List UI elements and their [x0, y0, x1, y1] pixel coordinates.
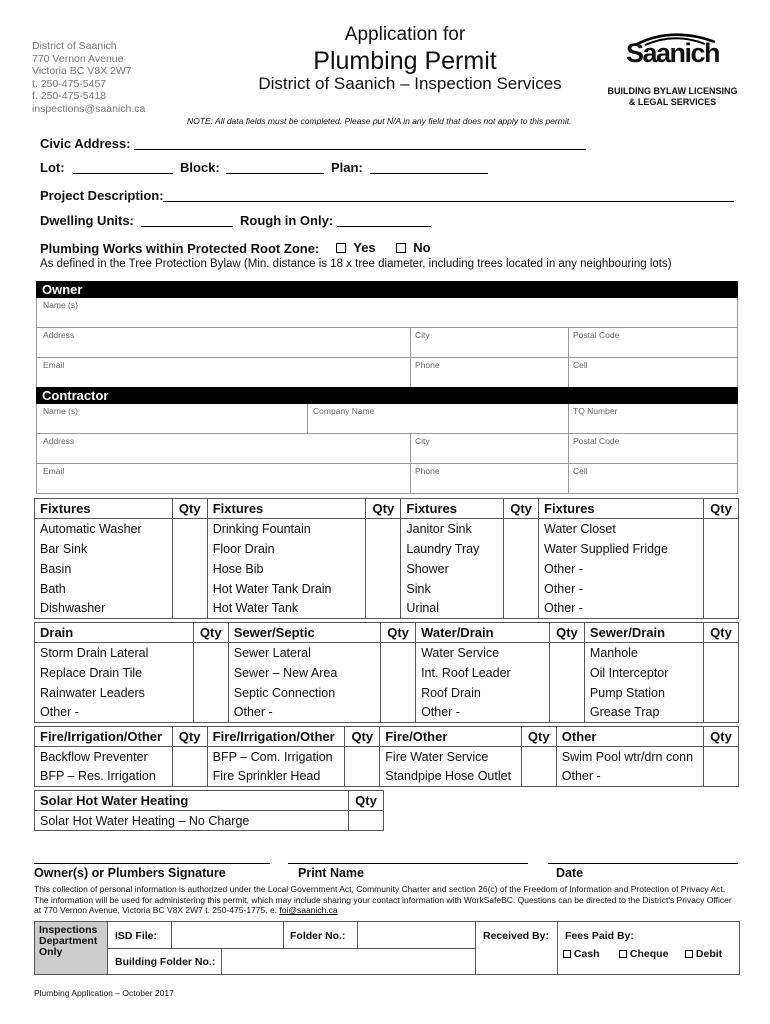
- logo-sub1: BUILDING BYLAW LICENSING: [607, 86, 738, 96]
- qty-input[interactable]: [704, 767, 739, 787]
- item-label: Hot Water Tank Drain: [207, 579, 366, 599]
- qty-input[interactable]: [504, 539, 539, 559]
- drain-header: Drain: [35, 623, 194, 643]
- drain-header: Sewer/Septic: [228, 623, 380, 643]
- owner-city-caption: City: [415, 330, 430, 340]
- solar-header: Solar Hot Water Heating: [35, 791, 349, 811]
- fee-cheque[interactable]: [619, 948, 668, 960]
- page-title: Plumbing Permit: [313, 47, 497, 75]
- item-label: Bath: [35, 579, 173, 599]
- item-label: Other -: [35, 703, 194, 723]
- title-line1: Application for: [344, 24, 466, 45]
- qty-input[interactable]: [549, 683, 584, 703]
- drain-header: Sewer/Drain: [584, 623, 703, 643]
- building-folder-label: Building Folder No.:: [115, 956, 216, 968]
- contractor-name-row: [36, 404, 738, 434]
- item-label: Fire Sprinkler Head: [207, 767, 345, 787]
- received-label: Received By:: [483, 930, 549, 942]
- item-label: Swim Pool wtr/drn conn: [556, 747, 703, 767]
- org-name: District of Saanich: [32, 40, 117, 52]
- contractor-company-caption: Company Name: [313, 406, 375, 416]
- plan-label: Plan:: [331, 160, 363, 175]
- no-label: No: [413, 240, 431, 255]
- qty-input[interactable]: [172, 767, 207, 787]
- table-row: [35, 519, 739, 539]
- org-email: inspections@saanich.ca: [32, 102, 146, 115]
- qty-input[interactable]: [366, 579, 401, 599]
- owner-section: [36, 281, 738, 388]
- table-row: [35, 579, 739, 599]
- qty-input[interactable]: [366, 519, 401, 539]
- item-label: Other -: [416, 703, 550, 723]
- building-folder-input[interactable]: [221, 948, 475, 974]
- org-phone: t. 250-475-5457: [32, 77, 107, 90]
- table-row: [35, 663, 739, 683]
- plan-input[interactable]: [370, 160, 488, 174]
- qty-input[interactable]: [504, 579, 539, 599]
- isd-file-input[interactable]: [171, 922, 283, 948]
- contractor-header: Contractor: [36, 387, 738, 404]
- root-zone-no[interactable]: [396, 240, 431, 255]
- checkbox-cash[interactable]: [563, 950, 571, 958]
- contractor-name-caption: Name (s): [43, 406, 78, 416]
- table-row: [35, 643, 739, 663]
- solar-qty-input[interactable]: [349, 811, 384, 831]
- qty-input[interactable]: [345, 767, 380, 787]
- qty-input[interactable]: [366, 599, 401, 619]
- fixtures-header: Fixtures: [207, 499, 366, 519]
- item-label: Hose Bib: [207, 559, 366, 579]
- qty-input[interactable]: [549, 643, 584, 663]
- org-city: Victoria BC V8X 2W7: [32, 65, 132, 78]
- fixtures-header: Fixtures: [539, 499, 704, 519]
- table-row: [35, 539, 739, 559]
- folder-no-input[interactable]: [357, 922, 475, 948]
- title-subtitle: District of Saanich – Inspection Services: [258, 74, 562, 93]
- qty-header: Qty: [704, 727, 739, 747]
- item-label: BFP – Com. Irrigation: [207, 747, 345, 767]
- item-label: Roof Drain: [416, 683, 550, 703]
- fixtures-header: Fixtures: [35, 499, 173, 519]
- table-row: [35, 559, 739, 579]
- fire-header: Fire/Other: [380, 727, 521, 747]
- fees-label: Fees Paid By:: [565, 930, 634, 942]
- contractor-city-caption: City: [415, 436, 430, 446]
- fixtures-table: [34, 498, 739, 619]
- org-address-block: [32, 40, 145, 116]
- dept-line2: Department: [39, 935, 98, 947]
- owner-signature-line[interactable]: Owner(s) or Plumbers Signature: [34, 863, 270, 880]
- org-fax: f. 250-475-5418: [32, 90, 107, 103]
- qty-input[interactable]: [172, 519, 207, 539]
- item-label: Basin: [35, 559, 173, 579]
- lot-label: Lot:: [40, 160, 65, 175]
- qty-input[interactable]: [172, 747, 207, 767]
- org-street: 770 Vernon Avenue: [32, 52, 124, 65]
- fire-header: Fire/Irrigation/Other: [35, 727, 173, 747]
- owner-header: Owner: [36, 281, 738, 298]
- item-label: Sewer – New Area: [228, 663, 380, 683]
- dept-line3: Only: [39, 946, 63, 958]
- project-description-input[interactable]: [163, 188, 734, 202]
- cash-label: Cash: [573, 948, 600, 960]
- footer-text: Plumbing Application – October 2017: [34, 988, 174, 998]
- table-row: [35, 767, 739, 787]
- debit-label: Debit: [695, 948, 723, 960]
- qty-input[interactable]: [704, 643, 739, 663]
- qty-input[interactable]: [704, 599, 739, 619]
- privacy-text: This collection of personal information is authorized under the Local Government Act, Community Charter and section 26(c) of the Freedom of Information and Protection of Privacy Act. The information will be used for administering this permit, which may include sharing your contact information with WorkSafeBC. Questions can be directed to the District's Privacy Officer at 770 Vernon Avenue, Victoria BC V8X 2W7 t. 250-475-1775, e.: [34, 884, 732, 915]
- block-label: Block:: [180, 160, 220, 175]
- qty-header: Qty: [381, 623, 416, 643]
- dwelling-label: Dwelling Units:: [40, 213, 134, 228]
- qty-input[interactable]: [504, 519, 539, 539]
- isd-label: ISD File:: [115, 930, 158, 942]
- solar-table: [34, 790, 384, 831]
- date-line[interactable]: Date: [548, 863, 738, 880]
- qty-input[interactable]: [704, 663, 739, 683]
- office-use-box: [34, 921, 740, 975]
- owner-name-caption: Name (s): [43, 300, 78, 310]
- item-label: Bar Sink: [35, 539, 173, 559]
- item-label: Shower: [401, 559, 504, 579]
- qty-input[interactable]: [172, 559, 207, 579]
- item-label: Storm Drain Lateral: [35, 643, 194, 663]
- qty-input[interactable]: [704, 539, 739, 559]
- rough-label: Rough in Only:: [240, 213, 334, 228]
- fixtures-header: Fixtures: [401, 499, 504, 519]
- owner-cell-caption: Cell: [573, 360, 588, 370]
- root-zone-yes[interactable]: [336, 240, 376, 255]
- qty-input[interactable]: [704, 519, 739, 539]
- qty-input[interactable]: [172, 579, 207, 599]
- checkbox-yes[interactable]: [336, 243, 346, 253]
- item-label: Dishwasher: [35, 599, 173, 619]
- owner-name-field[interactable]: [36, 298, 738, 328]
- drain-table: [34, 622, 739, 723]
- civic-label: Civic Address:: [40, 136, 131, 151]
- qty-input[interactable]: [366, 559, 401, 579]
- qty-input[interactable]: [704, 747, 739, 767]
- drain-header: Water/Drain: [416, 623, 550, 643]
- item-label: Automatic Washer: [35, 519, 173, 539]
- fee-cash[interactable]: [563, 948, 600, 960]
- item-label: Other -: [228, 703, 380, 723]
- item-label: Other -: [556, 767, 703, 787]
- item-label: Rainwater Leaders: [35, 683, 194, 703]
- qty-input[interactable]: [704, 703, 739, 723]
- qty-input[interactable]: [172, 539, 207, 559]
- qty-header: Qty: [366, 499, 401, 519]
- contractor-email-caption: Email: [43, 466, 65, 476]
- item-label: Janitor Sink: [401, 519, 504, 539]
- qty-input[interactable]: [521, 767, 556, 787]
- owner-phone-caption: Phone: [415, 360, 440, 370]
- qty-input[interactable]: [381, 703, 416, 723]
- fire-header: Fire/Irrigation/Other: [207, 727, 345, 747]
- lot-input[interactable]: [73, 160, 173, 174]
- form-note: NOTE: All data fields must be completed. Please put N/A in any field that does not apply to this permit.: [187, 116, 572, 126]
- qty-header: Qty: [172, 499, 207, 519]
- qty-header: Qty: [193, 623, 228, 643]
- item-label: Int. Roof Leader: [416, 663, 550, 683]
- item-label: Septic Connection: [228, 683, 380, 703]
- logo-word: Saanich: [625, 38, 720, 68]
- qty-input[interactable]: [193, 663, 228, 683]
- fee-debit[interactable]: [685, 948, 722, 960]
- dept-line1: Inspections: [39, 924, 98, 936]
- qty-input[interactable]: [704, 559, 739, 579]
- item-label: Other -: [539, 599, 704, 619]
- owner-address-caption: Address: [43, 330, 75, 340]
- contractor-postal-caption: Postal Code: [573, 436, 620, 446]
- item-label: Backflow Preventer: [35, 747, 173, 767]
- solar-row-label: Solar Hot Water Heating – No Charge: [35, 811, 349, 831]
- item-label: Drinking Fountain: [207, 519, 366, 539]
- checkbox-cheque[interactable]: [619, 950, 627, 958]
- qty-header: Qty: [704, 499, 739, 519]
- yes-label: Yes: [353, 240, 376, 255]
- item-label: Oil Interceptor: [584, 663, 703, 683]
- contractor-address-row: [36, 434, 738, 464]
- qty-input[interactable]: [521, 747, 556, 767]
- contractor-section: [36, 387, 738, 494]
- owner-postal-caption: Postal Code: [573, 330, 620, 340]
- item-label: Fire Water Service: [380, 747, 521, 767]
- qty-header: Qty: [521, 727, 556, 747]
- tree-note: As defined in the Tree Protection Bylaw (Min. distance is 18 x tree diameter, including trees located in any neighbouring lots): [40, 258, 672, 270]
- item-label: Sink: [401, 579, 504, 599]
- checkbox-debit[interactable]: [685, 950, 693, 958]
- item-label: Other -: [539, 559, 704, 579]
- saanich-logo: [605, 40, 740, 108]
- qty-input[interactable]: [381, 643, 416, 663]
- contractor-cell-caption: Cell: [573, 466, 588, 476]
- item-label: BFP – Res. Irrigation: [35, 767, 173, 787]
- qty-header: Qty: [349, 791, 384, 811]
- fire-table: [34, 726, 739, 787]
- owner-address-row: [36, 328, 738, 358]
- owner-contact-row: [36, 358, 738, 388]
- item-label: Other -: [539, 579, 704, 599]
- privacy-notice: [34, 884, 740, 916]
- qty-input[interactable]: [381, 683, 416, 703]
- print-name-line[interactable]: Print Name: [288, 863, 528, 880]
- project-label: Project Description:: [40, 188, 164, 203]
- qty-input[interactable]: [366, 539, 401, 559]
- qty-header: Qty: [549, 623, 584, 643]
- qty-header: Qty: [704, 623, 739, 643]
- fire-header: Other: [556, 727, 703, 747]
- contractor-contact-row: [36, 464, 738, 494]
- item-label: Floor Drain: [207, 539, 366, 559]
- qty-input[interactable]: [193, 683, 228, 703]
- logo-sub2: & LEGAL SERVICES: [628, 97, 717, 107]
- qty-input[interactable]: [381, 663, 416, 683]
- item-label: Water Closet: [539, 519, 704, 539]
- qty-input[interactable]: [549, 703, 584, 723]
- contractor-tq-caption: TQ Number: [573, 406, 618, 416]
- qty-input[interactable]: [345, 747, 380, 767]
- root-zone-label: Plumbing Works within Protected Root Zone:: [40, 241, 320, 256]
- qty-header: Qty: [345, 727, 380, 747]
- qty-input[interactable]: [193, 643, 228, 663]
- qty-input[interactable]: [704, 579, 739, 599]
- table-row: [35, 703, 739, 723]
- item-label: Pump Station: [584, 683, 703, 703]
- item-label: Manhole: [584, 643, 703, 663]
- item-label: Replace Drain Tile: [35, 663, 194, 683]
- qty-input[interactable]: [504, 599, 539, 619]
- qty-header: Qty: [504, 499, 539, 519]
- rough-in-input[interactable]: [337, 213, 431, 227]
- item-label: Grease Trap: [584, 703, 703, 723]
- qty-input[interactable]: [504, 559, 539, 579]
- folder-label: Folder No.:: [290, 930, 346, 942]
- item-label: Laundry Tray: [401, 539, 504, 559]
- qty-header: Qty: [172, 727, 207, 747]
- qty-input[interactable]: [172, 599, 207, 619]
- privacy-email-link[interactable]: foi@saanich.ca: [279, 905, 338, 915]
- item-label: Water Supplied Fridge: [539, 539, 704, 559]
- checkbox-no[interactable]: [396, 243, 406, 253]
- item-label: Sewer Lateral: [228, 643, 380, 663]
- item-label: Standpipe Hose Outlet: [380, 767, 521, 787]
- block-input[interactable]: [226, 160, 324, 174]
- contractor-address-caption: Address: [43, 436, 75, 446]
- logo-arcs-icon: [605, 32, 740, 46]
- cheque-label: Cheque: [629, 948, 669, 960]
- table-row: [35, 683, 739, 703]
- office-dept-label: [35, 922, 107, 974]
- qty-input[interactable]: [549, 663, 584, 683]
- contractor-phone-caption: Phone: [415, 466, 440, 476]
- qty-input[interactable]: [193, 703, 228, 723]
- item-label: Urinal: [401, 599, 504, 619]
- dwelling-units-input[interactable]: [141, 213, 233, 227]
- item-label: Water Service: [416, 643, 550, 663]
- item-label: Hot Water Tank: [207, 599, 366, 619]
- table-row: [35, 747, 739, 767]
- owner-email-caption: Email: [43, 360, 65, 370]
- table-row: [35, 599, 739, 619]
- qty-input[interactable]: [704, 683, 739, 703]
- civic-address-input[interactable]: [134, 136, 586, 150]
